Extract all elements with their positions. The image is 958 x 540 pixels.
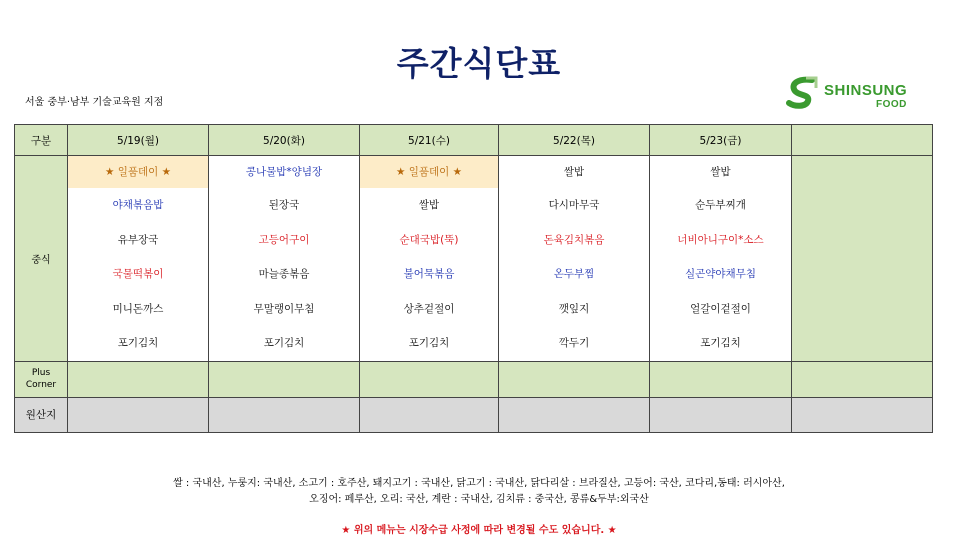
- weekly-menu-table: [14, 124, 933, 433]
- day-menu-cell: [650, 156, 792, 362]
- menu-item: 포기김치: [117, 337, 159, 349]
- origin-label: 원산지: [15, 397, 68, 432]
- origin-cell: [209, 397, 360, 432]
- menu-item: 쌀밥: [710, 166, 731, 178]
- corner-header: 구분: [15, 125, 68, 156]
- origin-info-line-2: 오징어: 페루산, 오리: 국산, 계란 : 국내산, 김치류 : 중국산, 콩류&두부:외국산: [309, 494, 649, 505]
- menu-item: 포기김치: [408, 337, 450, 349]
- menu-item: 깻잎지: [558, 302, 590, 315]
- menu-item: 쌀밥: [563, 166, 585, 178]
- plus-label-line: Plus: [31, 368, 51, 378]
- day-header: 5/22(목): [499, 125, 650, 156]
- menu-item: 무말랭이무침: [253, 302, 315, 315]
- menu-item: 불어묵볶음: [403, 268, 455, 280]
- plus-corner-cell: [792, 361, 933, 397]
- plus-corner-cell: [360, 361, 499, 397]
- origin-cell: [68, 397, 209, 432]
- menu-item: 된장국: [268, 199, 300, 211]
- day-menu-cell: [499, 156, 650, 362]
- shinsung-s-logo-icon: [786, 76, 818, 110]
- menu-item: 실곤약야채무침: [684, 268, 756, 280]
- origin-cell: [792, 397, 933, 432]
- plus-corner-cell: [68, 361, 209, 397]
- empty-cell: [792, 156, 933, 362]
- day-header: 5/20(화): [209, 125, 360, 156]
- origin-cell: [360, 397, 499, 432]
- plus-corner-cell: [499, 361, 650, 397]
- menu-item: 깍두기: [558, 337, 590, 349]
- day-header: 5/23(금): [650, 125, 792, 156]
- menu-item: 유부장국: [117, 233, 159, 246]
- menu-item: 상추겉절이: [403, 302, 455, 315]
- menu-item: 국물떡볶이: [112, 268, 164, 280]
- origin-cell: [499, 397, 650, 432]
- menu-item: 다시마무국: [548, 199, 600, 211]
- logo-text-food: FOOD: [876, 99, 907, 110]
- logo-text-shinsung: SHINSUNG: [824, 82, 908, 99]
- menu-item: ★ 일품데이 ★: [68, 156, 208, 188]
- menu-item: 콩나물밥*양념장: [245, 166, 323, 178]
- plus-corner-cell: [209, 361, 360, 397]
- menu-item: 온두부찜: [553, 268, 595, 280]
- menu-item: 돈육김치볶음: [543, 233, 605, 246]
- day-header: 5/21(수): [360, 125, 499, 156]
- menu-item: ★ 일품데이 ★: [360, 156, 498, 188]
- origin-row: [15, 397, 933, 432]
- change-notice: ★ 위의 메뉴는 시장수급 사정에 따라 변경될 수도 있습니다. ★: [341, 525, 617, 536]
- lunch-label: 중식: [15, 156, 68, 362]
- menu-item: 순두부찌개: [695, 199, 746, 211]
- plus-corner-label: [15, 361, 68, 397]
- empty-header: [792, 125, 933, 156]
- plus-corner-cell: [650, 361, 792, 397]
- day-header: 5/19(월): [68, 125, 209, 156]
- page-title: 주간식단표: [396, 44, 562, 83]
- menu-item: 고등어구이: [258, 233, 310, 246]
- company-logo: [786, 74, 936, 114]
- branch-name: 서울 중부·남부 기술교육원 지점: [25, 97, 164, 108]
- menu-item: 포기김치: [263, 337, 305, 349]
- menu-item: 포기김치: [700, 337, 741, 349]
- day-menu-cell: [360, 156, 499, 362]
- day-menu-cell: [68, 156, 209, 362]
- day-menu-cell: [209, 156, 360, 362]
- menu-item: 쌀밥: [418, 199, 440, 211]
- menu-item: 너비아니구이*소스: [677, 233, 764, 246]
- menu-item: 야채볶음밥: [112, 199, 164, 211]
- menu-item: 미니돈까스: [112, 302, 164, 315]
- header-row: [15, 125, 933, 156]
- lunch-row: [15, 156, 933, 362]
- menu-item: 얼갈이겉절이: [690, 302, 751, 315]
- menu-item: 마늘종볶음: [258, 268, 310, 280]
- corner-label-line: Corner: [25, 380, 57, 390]
- origin-info-line-1: 쌀 : 국내산, 누룽지: 국내산, 소고기 : 호주산, 돼지고기 : 국내산, 닭고기 : 국내산, 닭다리살 : 브라질산, 고등어: 국산, 코다리,동태: 러시아산,: [173, 478, 785, 489]
- menu-item: 순대국밥(뚝): [399, 233, 459, 246]
- plus-corner-row: [15, 361, 933, 397]
- origin-cell: [650, 397, 792, 432]
